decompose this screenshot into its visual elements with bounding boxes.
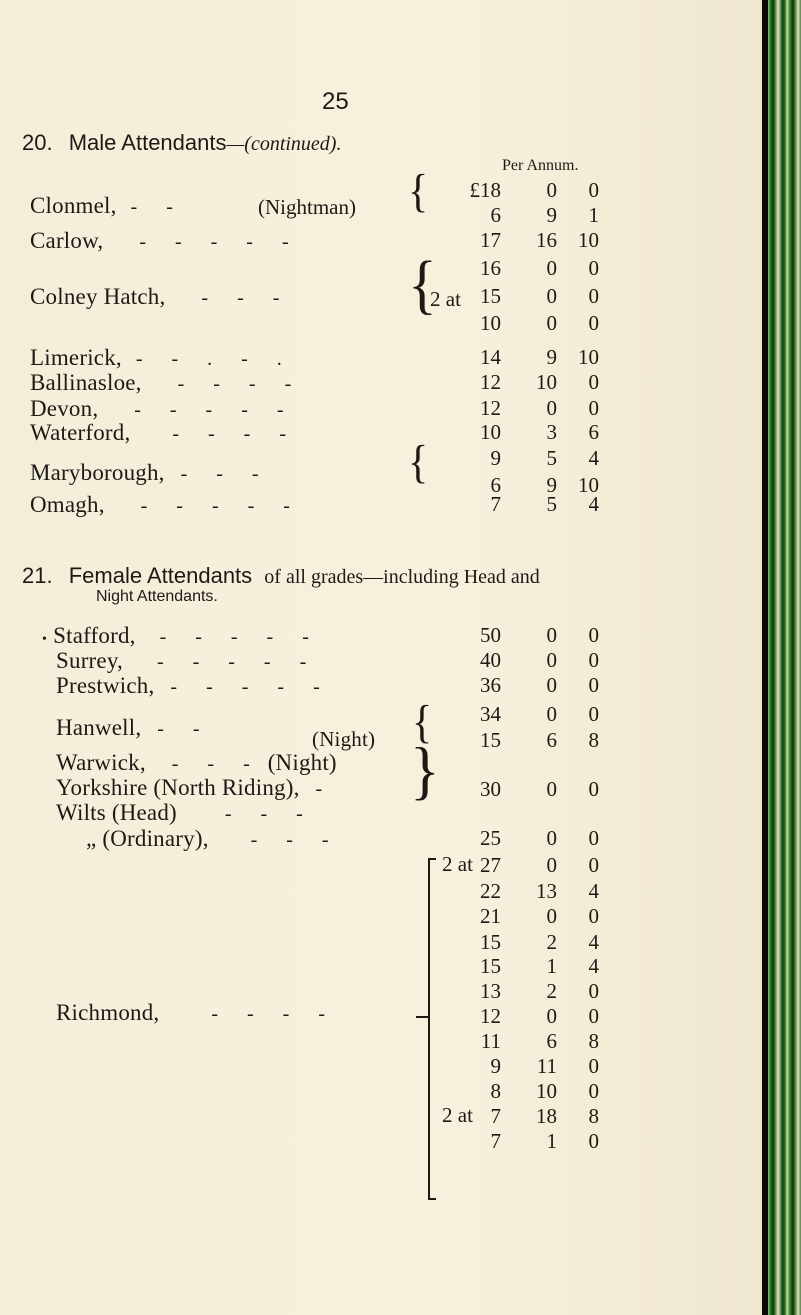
shillings-value: 0 [546, 1004, 557, 1028]
leader-dots: - - - [201, 287, 292, 309]
pence-value: 0 [588, 178, 599, 202]
bracket-bottom-tick [428, 1198, 436, 1200]
per-annum-header: Per Annum. [502, 157, 579, 174]
leader-dots: - - - - - [139, 231, 301, 253]
closing-brace: { [410, 735, 440, 807]
pounds-value: £18 [469, 178, 501, 202]
row-clonmel [30, 193, 185, 219]
shillings-value: 0 [546, 396, 557, 420]
pence-value: 0 [588, 1004, 599, 1028]
pounds-value: 12 [480, 396, 501, 420]
pence-value: 1 [588, 203, 599, 227]
leader-dots: - - - [224, 803, 315, 825]
row-yorkshire [56, 775, 334, 801]
pence-value: 0 [588, 370, 599, 394]
shillings-value: 6 [546, 1029, 557, 1053]
shillings-value: 0 [546, 853, 557, 877]
shillings-value: 18 [536, 1104, 557, 1128]
pence-value: 8 [588, 1104, 599, 1128]
row-colney-hatch [30, 284, 291, 310]
pounds-value: 15 [480, 284, 501, 308]
section-21-title-rest: of all grades—including Head and [264, 566, 540, 588]
pence-value: 0 [588, 702, 599, 726]
bullet-mark: • [42, 632, 48, 647]
section-20-title: Male Attendants [68, 130, 227, 155]
shillings-value: 13 [536, 879, 557, 903]
section-20-suffix: —(continued). [226, 133, 342, 155]
brace: { [408, 166, 429, 218]
brace: { [408, 247, 437, 321]
shillings-value: 1 [546, 1129, 557, 1153]
shillings-value: 10 [536, 370, 557, 394]
pounds-value: 36 [480, 673, 501, 697]
pounds-value: 21 [480, 904, 501, 928]
pounds-value: 7 [490, 492, 501, 516]
bracket-mid-tick [416, 1016, 428, 1018]
leader-dots: - - - - - [140, 495, 302, 517]
section-21-subtitle: Night Attendants. [96, 588, 218, 605]
shillings-value: 0 [546, 904, 557, 928]
pence-value: 0 [588, 979, 599, 1003]
pounds-value: 12 [480, 1004, 501, 1028]
leader-dots: - - - - - [159, 626, 321, 648]
pounds-value: 16 [480, 256, 501, 280]
pence-value: 0 [588, 1054, 599, 1078]
row-label: Limerick, [30, 345, 122, 370]
row-label: Richmond, [56, 1000, 160, 1025]
row-label: Clonmel, [30, 193, 117, 218]
row-label: Devon, [30, 396, 99, 421]
pence-value: 10 [578, 473, 599, 497]
section-20-heading [22, 130, 341, 156]
leader-dots: - - - - - [156, 651, 319, 673]
shillings-value: 9 [546, 203, 557, 227]
shillings-value: 11 [536, 1054, 557, 1078]
shillings-value: 10 [536, 1079, 557, 1103]
shillings-value: 0 [546, 284, 557, 308]
pounds-value: 15 [480, 728, 501, 752]
pence-value: 0 [588, 826, 599, 850]
shillings-value: 0 [546, 256, 557, 280]
pence-value: 8 [588, 1029, 599, 1053]
row-waterford [30, 420, 298, 446]
richmond-bracket [428, 858, 430, 1198]
row-prestwich [56, 673, 332, 699]
shillings-value: 5 [546, 492, 557, 516]
leader-dots: - - [130, 196, 185, 218]
pounds-value: 9 [490, 446, 501, 470]
pounds-value: 6 [490, 203, 501, 227]
pence-value: 0 [588, 777, 599, 801]
row-label: Omagh, [30, 492, 105, 517]
leader-dots: - - . - . [135, 348, 294, 370]
pounds-value: 50 [480, 623, 501, 647]
pounds-value: 7 [490, 1104, 501, 1128]
row-warwick [56, 750, 337, 776]
row-limerick [30, 345, 294, 371]
shillings-value: 5 [546, 446, 557, 470]
pence-value: 0 [588, 256, 599, 280]
leader-dots: - [315, 778, 335, 800]
shillings-value: 16 [536, 228, 557, 252]
pence-value: 0 [588, 311, 599, 335]
row-devon [30, 396, 296, 422]
row-wilts-ordinary [86, 826, 341, 852]
pounds-value: 15 [480, 930, 501, 954]
pence-value: 0 [588, 1079, 599, 1103]
pence-value: 0 [588, 648, 599, 672]
row-label: Wilts (Head) [56, 800, 177, 825]
shillings-value: 0 [546, 648, 557, 672]
pence-value: 4 [588, 954, 599, 978]
row-label: Prestwich, [56, 673, 155, 698]
pounds-value: 27 [480, 853, 501, 877]
pence-value: 4 [588, 930, 599, 954]
row-label: Hanwell, [56, 715, 142, 740]
pence-value: 0 [588, 853, 599, 877]
shillings-value: 0 [546, 673, 557, 697]
nightman-note: (Nightman) [258, 195, 356, 219]
pence-value: 4 [588, 492, 599, 516]
pence-value: 10 [578, 228, 599, 252]
leader-dots: - - - - [172, 423, 298, 445]
pence-value: 0 [588, 284, 599, 308]
shillings-value: 0 [546, 826, 557, 850]
shillings-value: 0 [546, 311, 557, 335]
leader-dots: - - - - [177, 373, 304, 395]
pounds-value: 22 [480, 879, 501, 903]
pence-value: 0 [588, 1129, 599, 1153]
shillings-value: 2 [546, 930, 557, 954]
richmond-two-at-bottom: 2 at [442, 1103, 473, 1127]
row-label: Waterford, [30, 420, 131, 445]
pounds-value: 15 [480, 954, 501, 978]
row-stafford [42, 623, 321, 649]
row-label: Stafford, [53, 623, 136, 648]
row-label: Colney Hatch, [30, 284, 166, 309]
pence-value: 0 [588, 673, 599, 697]
row-omagh [30, 492, 302, 518]
pence-value: 8 [588, 728, 599, 752]
two-at-note: 2 at [430, 287, 461, 311]
row-label: Maryborough, [30, 460, 165, 485]
leader-dots: - - - - [211, 1003, 337, 1025]
shillings-value: 0 [546, 777, 557, 801]
hanwell-night-note: (Night) [312, 727, 376, 751]
shillings-value: 0 [546, 702, 557, 726]
pounds-value: 9 [490, 1054, 501, 1078]
pence-value: 4 [588, 879, 599, 903]
shillings-value: 9 [546, 345, 557, 369]
row-label: „ (Ordinary), [86, 826, 209, 851]
shillings-value: 6 [546, 728, 557, 752]
row-label: Ballinasloe, [30, 370, 142, 395]
shillings-value: 9 [546, 473, 557, 497]
pounds-value: 8 [490, 1079, 501, 1103]
page-number: 25 [322, 88, 349, 115]
shillings-value: 3 [546, 420, 557, 444]
pounds-value: 13 [480, 979, 501, 1003]
pence-value: 10 [578, 345, 599, 369]
bracket-top-tick [428, 858, 436, 860]
section-21-number: 21. [22, 563, 53, 588]
pounds-value: 40 [480, 648, 501, 672]
shillings-value: 0 [546, 623, 557, 647]
section-21-title: Female Attendants [68, 563, 253, 588]
pence-value: 0 [588, 904, 599, 928]
pounds-value: 17 [480, 228, 501, 252]
row-carlow [30, 228, 301, 254]
leader-dots: - - - [250, 829, 341, 851]
pounds-value: 7 [490, 1129, 501, 1153]
pounds-value: 12 [480, 370, 501, 394]
book-edge-binding [762, 0, 801, 1315]
leader-dots: - - - [171, 753, 262, 775]
row-label: Carlow, [30, 228, 104, 253]
pounds-value: 25 [480, 826, 501, 850]
richmond-two-at-top: 2 at [442, 852, 473, 876]
leader-dots: - - - [180, 463, 271, 485]
row-label: Surrey, [56, 648, 123, 673]
row-maryborough [30, 460, 271, 486]
section-21-heading [22, 563, 540, 589]
warwick-night-note: (Night) [267, 750, 337, 775]
pounds-value: 30 [480, 777, 501, 801]
shillings-value: 1 [546, 954, 557, 978]
pence-value: 6 [588, 420, 599, 444]
section-20-number: 20. [22, 130, 53, 155]
leader-dots: - - [157, 718, 212, 740]
row-richmond [56, 1000, 337, 1026]
shillings-value: 0 [546, 178, 557, 202]
pounds-value: 10 [480, 420, 501, 444]
pounds-value: 6 [490, 473, 501, 497]
row-hanwell [56, 715, 212, 741]
pence-value: 0 [588, 396, 599, 420]
shillings-value: 2 [546, 979, 557, 1003]
pounds-value: 34 [480, 702, 501, 726]
leader-dots: - - - - - [170, 676, 332, 698]
brace: { [408, 437, 429, 489]
pounds-value: 14 [480, 345, 501, 369]
row-surrey [56, 648, 318, 674]
row-ballinasloe [30, 370, 303, 396]
leader-dots: - - - - - [134, 399, 296, 421]
pence-value: 0 [588, 623, 599, 647]
pounds-value: 10 [480, 311, 501, 335]
brace: { [412, 697, 433, 749]
row-label: Warwick, [56, 750, 146, 775]
pounds-value: 11 [480, 1029, 501, 1053]
row-wilts-head [56, 800, 315, 826]
row-label: Yorkshire (North Riding), [56, 775, 300, 800]
pence-value: 4 [588, 446, 599, 470]
